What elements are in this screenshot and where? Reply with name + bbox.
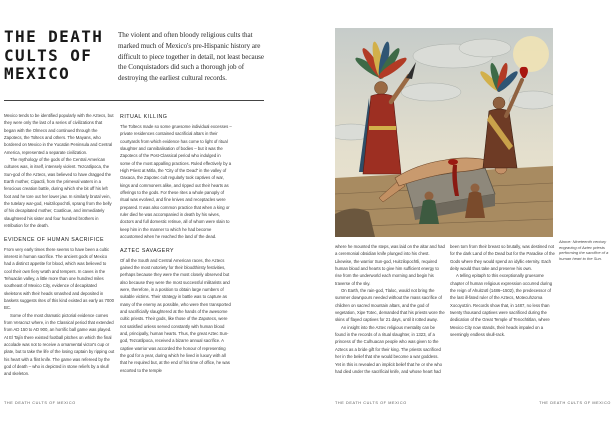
section-heading-aztec-savagery: AZTEC SAVAGERY xyxy=(120,247,175,254)
chest-wound xyxy=(448,159,458,165)
priest-head xyxy=(493,97,505,109)
article-intro: The violent and often bloody religious cults that marked much of Mexico's pre-Hispanic history are difficult to piece together in detail, not least because the Conquistadors did such a thorough job of destroying the earliest cultural records. xyxy=(118,31,264,83)
body-paragraph: Some of the most dramatic pictorial evidence comes from Veracruz where, in the Classical period that extended from AD 150 to AD 900, an horrific ball game was played. At El Tajín there existed football pitches on which the final accolade was not to receive a ornamental victor's cup or plate, but to take the life of the losing captain by ripping out his heart with a flint knife. The game was refereed by the god of death – who is depicted in stone reliefs by a skull and skeleton. xyxy=(4,312,115,377)
text-column-3 xyxy=(335,243,445,375)
running-footer: THE DEATH CULTS OF MEXICO xyxy=(335,401,407,405)
body-paragraph: where he mounted the steps, was laid on the altar and had a ceremonial obsidian knife plunged into his chest. Likewise, the warrior Sun-god, Huitzilopochtli, required human blood and hearts to give him sufficient energy to rise from the underworld each morning and begin his traverse of the sky. xyxy=(335,244,445,286)
engraving-frame xyxy=(335,28,553,237)
carved-stone-foreground xyxy=(335,208,375,237)
assistant-head xyxy=(471,184,480,193)
running-footer: THE DEATH CULTS OF MEXICO xyxy=(539,401,611,405)
title-line: MEXICO xyxy=(4,64,71,83)
title-line: THE DEATH xyxy=(4,27,104,46)
cloud xyxy=(401,83,461,101)
body-paragraph: An insight into the Aztec religious mentality can be found in the records of a ritual slaughter, in 1323, of a princess of the Culhuacan people who was given to the Aztecs as a bride gift for their king. The priests sacrificed her in the belief that she would become a war goddess. Yet in this is revealed an implicit belief that he or she who had died under the sacrificial knife, and whose heart had xyxy=(335,324,442,374)
sun-glow xyxy=(513,36,549,72)
body-paragraph: The mythology of the gods of the Central American cultures was, in itself, intensely violent. Tezcatlipoca, the Sun-god of the Aztecs, was believed to have dragged the Earth mother, Cipactli, from the primeval waters in a ferocious creation battle, during which she bit off his left foot and he tore out her lower jaw. In similarly brutal vein, the tutelary war-god, Huitzilopochtli, sprang from the belly of his decapitated mother, Coatlicue, and immediately slaughtered his sister and four hundred brothers in retribution for the death. xyxy=(4,157,112,229)
text-column-1 xyxy=(4,112,115,378)
priest-head xyxy=(375,82,388,95)
assistant-head xyxy=(425,192,434,201)
section-heading-ritual-killing: RITUAL KILLING xyxy=(120,114,168,120)
body-paragraph: Of all the South and Central American races, the Aztecs gained the most notoriety for their bloodthirsty festivities, perhaps because they were the most closely observed but also because they were the most successful militarists and were, therefore, in a position to obtain large numbers of suitable victims. Their strategy in battle was to capture as many of the enemy as possible, who were then transported and sacrificially slaughtered at the hands of the awesome cultic priests. Their gods, like those of the Zapotecs, were not satisfied unless served constantly with human blood and, principally, human hearts. Thus, the great Aztec Sun-god, Tezcatlipoca, received a bizarre annual sacrifice. A captive warrior was accorded the honour of representing the god for a year, during which he lived in luxury with all that he required but, at the end of his time of office, he was escorted to the temple xyxy=(120,257,231,373)
priest-belt xyxy=(369,126,396,130)
body-paragraph: Mexico tends to be identified popularly with the Aztecs, but they were only the last of a series of civilizations that began with the Olmecs and continued through the Zapotecs, the Toltecs and others. The Mayans, who bordered on Mexico in the Yucatán Peninsula and Central America, represented a separate civilization. xyxy=(4,113,114,155)
running-footer: THE DEATH CULTS OF MEXICO xyxy=(4,401,76,405)
body-paragraph: From very early times there seems to have been a cultic interest in human sacrifice. The ancient gods of Mexico had a distinct appetite for blood, which was believed to cool their own fiery wrath and tempers. In caves in the Tehuacán valley, a little more than one hundred miles southeast of Mexico City, evidence of decapitated skeletons with their heads smashed and deposited in baskets suggests rites of this kind existed as early as 7000 BC. xyxy=(4,246,114,311)
title-divider xyxy=(4,100,264,101)
article-title xyxy=(4,28,103,84)
section-heading-evidence: EVIDENCE OF HUMAN SACRIFICE xyxy=(4,236,105,243)
engraving-illustration xyxy=(335,28,553,237)
title-line: CULTS OF xyxy=(4,45,93,65)
body-paragraph: been torn from their breast so brutally, was destined not for the dark Land of the Dead but for the Paradise of the Gods where they would spend an idyllic eternity. Each deity would thus take and preserve his own. xyxy=(450,244,555,272)
body-paragraph: A telling epitaph to this exceptionally gruesome chapter of human religious expression occurred during the reign of Ahuitzotl (1486–1502), the predecessor of the last ill-fated ruler of the Aztecs, Motecuhzoma Xocoyotzin. Records show that, in 1487, no less than twenty thousand captives were sacrificed during the dedication of the Great Temple of Tenochtitlan, where Mexico City now stands, their heads impaled on a seemingly endless skull-rack. xyxy=(450,273,553,338)
image-caption: Above: Nineteenth century engraving of Aztec priests performing the sacrifice of a human heart to the Sun. xyxy=(559,239,609,261)
text-column-2 xyxy=(120,113,232,374)
cloud xyxy=(459,39,511,57)
text-column-4 xyxy=(450,243,555,338)
body-paragraph: The Toltecs made so some gruesome individual excesses – private residences contained sacrificial altars in their courtyards from which evidence has come to light of ritual slaughter and cannibalisation of bodies – but it was the Zapotecs of the Post-Classical period who indulged in some of the most appalling practices. Ruled effectively by a High Priest at Mitla, the “City of the Dead” in the valley of Oaxaca, the Zapotec cult regularly took captives of war, kings and commoners alike, and ripped out their hearts as offerings to the gods. For these rites a whole panoply of ritual was evolved, and fine knives and receptacles were prepared. It was also common practice that when a king or ruler died he was accompanied in death by his wives, doctors and full domestic retinue, all of whom were slain to keep him in the manner to which he had become accustomed when he reached the land of the dead. xyxy=(120,124,232,240)
body-paragraph: On Earth, the rain-god, Tlaloc, would not bring the summer downpours needed without the mass sacrifice of children on sacred mountain altars, and the god of vegetation, Xipe Totec, demanded that his priests wore the skins of flayed captives for 21 days, until it rotted away. xyxy=(335,288,445,323)
